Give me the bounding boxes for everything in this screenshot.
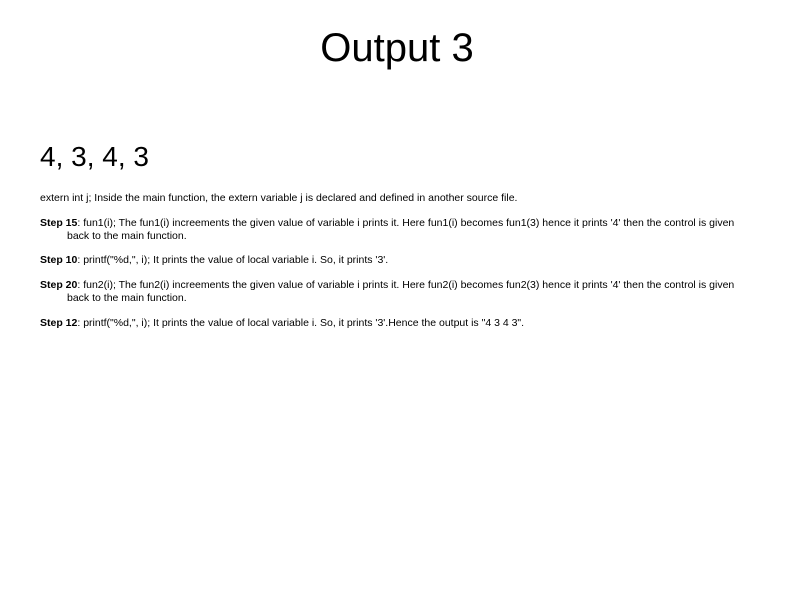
explanation-body <box>40 192 750 342</box>
slide-title: Output 3 <box>320 26 474 70</box>
step-label: Step 15 <box>40 216 78 229</box>
step-paragraph <box>40 279 750 305</box>
step-text: : fun1(i); The fun1(i) increements the given value of variable i prints it. Here fun1(i) becomes fun1(3) hence it prints '4' then the control is given back to the main function. <box>67 216 735 242</box>
step-text: : printf("%d,", i); It prints the value of local variable i. So, it prints '3'. <box>77 254 389 267</box>
step-label: Step 12 <box>40 316 78 329</box>
step-paragraph <box>40 317 750 330</box>
output-answer: 4, 3, 4, 3 <box>40 141 149 172</box>
step-text: : printf("%d,", i); It prints the value of local variable i. So, it prints '3'.Hence the output is "4 3 4 3". <box>77 316 525 329</box>
step-paragraph <box>40 254 750 267</box>
step-text: : fun2(i); The fun2(i) increements the given value of variable i prints it. Here fun2(i) becomes fun2(3) hence it prints '4' then the control is given back to the main function. <box>67 279 735 304</box>
step-label: Step 10 <box>40 254 78 267</box>
intro-paragraph: extern int j; Inside the main function, the extern variable j is declared and defined in another source file. <box>40 192 518 204</box>
step-label: Step 20 <box>40 279 78 292</box>
step-paragraph <box>40 217 750 243</box>
